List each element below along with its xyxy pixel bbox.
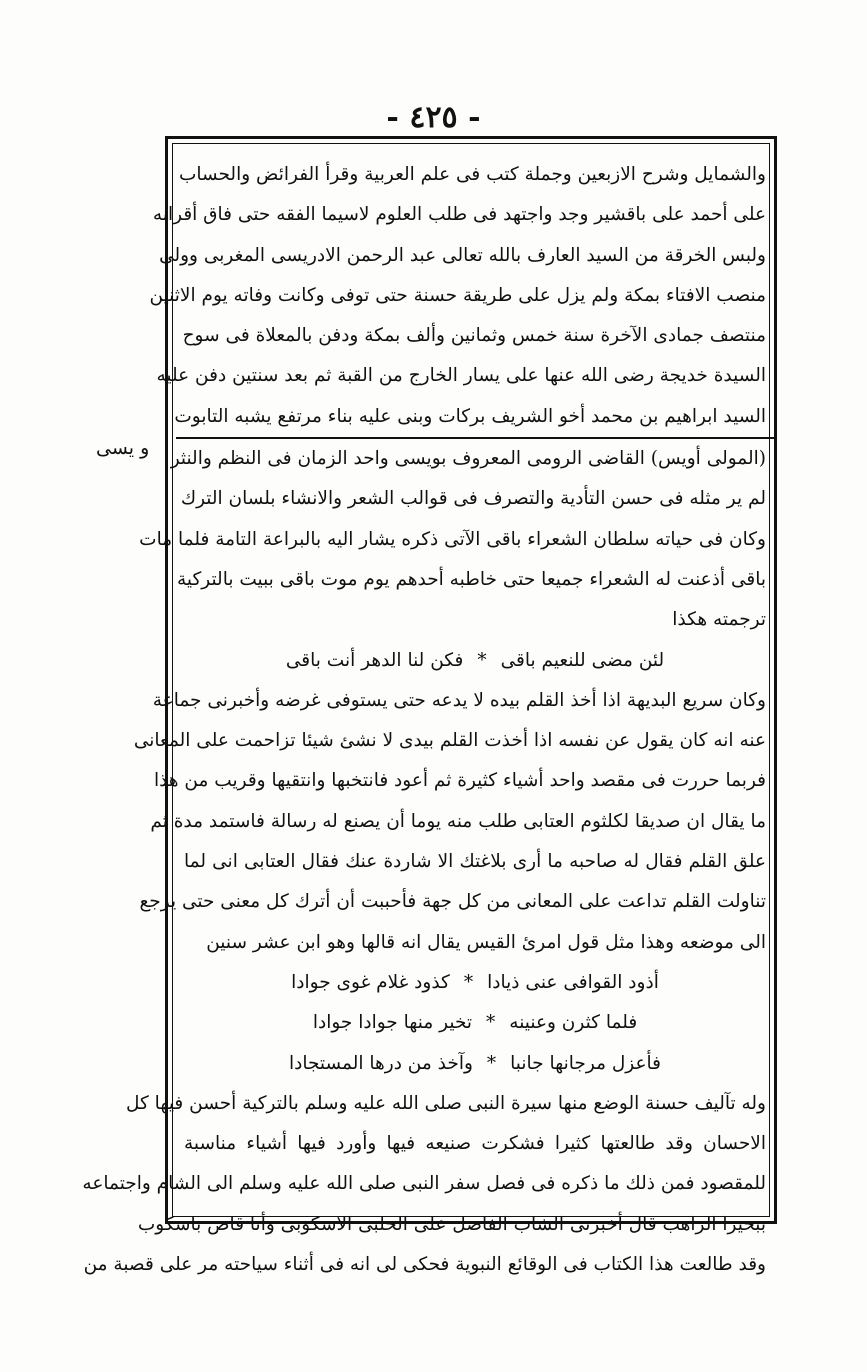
page-frame: [82, 136, 777, 1276]
text-line: السيد ابراهيم بن محمد أخو الشريف بركات وبنى عليه بناء مرتفع يشبه التابوت: [174, 405, 766, 427]
text-line: ما يقال ان صديقا لكلثوم العتابى طلب منه يوما أن يصنع له رسالة فاستمد مدة ثم: [150, 810, 766, 832]
verse-hemistich-right: فأعزل مرجانها جانبا: [510, 1052, 662, 1074]
text-line: والشمايل وشرح الازبعين وجملة كتب فى علم العربية وقرأ الفرائض والحساب: [178, 164, 766, 185]
verse-separator: *: [486, 1052, 497, 1074]
text-line: عنه انه كان يقول عن نفسه اذا أخذت القلم بيدى لا نشئ شيئا تزاحمت على المعانى: [133, 730, 766, 752]
text-line: تناولت القلم تداعت على المعانى من كل جهة فأحببت أن أترك كل معنى حتى يرجع: [139, 891, 766, 913]
verse-hemistich-right: أذود القوافى عنى ذيادا: [487, 971, 659, 993]
page-number: - ٤٢٥ -: [386, 100, 481, 135]
text-line: ببحيرا الراهب قال أخبرنى الشاب الفاضل على الحلبى الاسكوبى وأنا قاض باسكوب: [137, 1213, 766, 1235]
verse-separator: *: [463, 971, 474, 993]
text-line: فربما حررت فى مقصد واحد أشياء كثيرة ثم أعود فانتخبها وانتقيها وقريب من هذا: [153, 770, 766, 792]
text-line: وكان سريع البديهة اذا أخذ القلم بيده لا يدعه حتى يستوفى غرضه وأخبرنى جماعة: [152, 689, 766, 711]
entry-heading-line: (المولى أويس) القاضى الرومى المعروف بويسى واحد الزمان فى النظم والنثر: [170, 448, 766, 470]
text-line: ترجمته هكذا: [672, 609, 766, 631]
text-line: لم ير مثله فى حسن التأدية والتصرف فى قوالب الشعر والانشاء بلسان الترك: [180, 488, 766, 510]
verse-line: [184, 641, 766, 681]
text-line: علق القلم فقال له صاحبه ما أرى بلاغتك الا شاردة عنك فقال العتابى انى لما: [184, 851, 766, 873]
text-line: ولبس الخرقة من السيد العارف بالله تعالى عبد الرحمن الادريسى المغربى وولى: [159, 244, 766, 266]
verse-line: [184, 1003, 766, 1043]
text-line: وله تآليف حسنة الوضع منها سيرة النبى صلى الله عليه وسلم بالتركية أحسن فيها كل: [125, 1092, 766, 1114]
text-line: باقى أذعنت له الشعراء جميعا حتى خاطبه أحدهم يوم موت باقى ببيت بالتركية: [176, 568, 766, 590]
verse-separator: *: [477, 649, 487, 671]
text-line: منصب الافتاء بمكة ولم يزل على طريقة حسنة حتى توفى وكانت وفاته يوم الاثنين: [149, 284, 766, 306]
text-line: الى موضعه وهذا مثل قول امرئ القيس يقال انه قالها وهو ابن عشر سنين: [206, 931, 766, 953]
text-line: منتصف جمادى الآخرة سنة خمس وثمانين وألف بمكة ودفن بالمعلاة فى سوح: [182, 325, 766, 347]
text-line: السيدة خديجة رضى الله عنها على يسار الخارج من القبة ثم بعد سنتين دفن عليه: [156, 365, 766, 387]
text-line: على أحمد على باقشير وجد واجتهد فى طلب العلوم لاسيما الفقه حتى فاق أقرانه: [152, 204, 766, 226]
text-line: للمقصود فمن ذلك ما ذكره فى فصل سفر النبى صلى الله عليه وسلم الى الشام واجتماعه: [82, 1173, 766, 1195]
margin-note: و يسى: [96, 437, 150, 459]
verse-hemistich-right: لئن مضى للنعيم باقى: [500, 649, 665, 671]
text-line: وقد طالعت هذا الكتاب فى الوقائع النبوية فحكى لى انه فى أثناء سياحته مر على قصبة من: [83, 1254, 766, 1276]
verse-hemistich-left: تخير منها جوادا جوادا: [312, 1012, 473, 1034]
verse-hemistich-right: فلما كثرن وعنينه: [509, 1012, 638, 1034]
verse-line: [184, 1044, 766, 1084]
verse-separator: *: [486, 1012, 496, 1034]
verse-hemistich-left: كذود غلام غوى جوادا: [291, 971, 450, 993]
text-line: الاحسان وقد طالعتها كثيرا فشكرت صنيعه فيها وأورد فيها أشياء مناسبة: [184, 1133, 766, 1155]
verse-hemistich-left: وآخذ من درها المستجادا: [288, 1052, 473, 1074]
verse-hemistich-left: فكن لنا الدهر أنت باقى: [285, 649, 464, 671]
text-line: وكان فى حياته سلطان الشعراء باقى الآتى ذكره يشار اليه بالبراعة التامة فلما مات: [139, 528, 766, 550]
text-body: [82, 155, 766, 1285]
verse-line: [184, 963, 766, 1003]
